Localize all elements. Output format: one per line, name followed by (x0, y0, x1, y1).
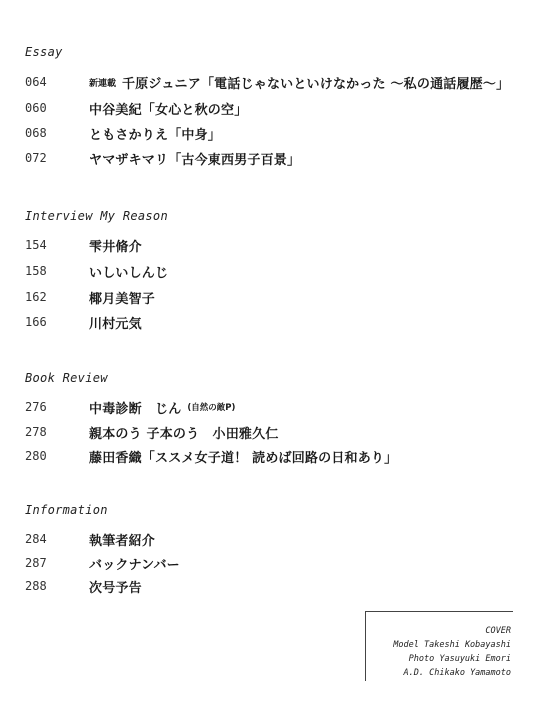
toc-entry[interactable] (25, 398, 235, 416)
credits-model: Model Takeshi Kobayashi (393, 640, 511, 650)
section-title-interview: Interview My Reason (25, 209, 168, 223)
page-number: 162 (25, 290, 47, 304)
entry-title: ヤマザキマリ「古今東西男子百景」 (89, 152, 301, 168)
toc-entry[interactable] (25, 447, 397, 465)
page-number: 276 (25, 400, 47, 414)
entry-title: 中毒診断 じん (89, 401, 182, 417)
entry-title: 川村元気 (89, 316, 142, 332)
page-number: 158 (25, 264, 47, 278)
page-number: 166 (25, 315, 47, 329)
entry-title: 藤田香織「ススメ女子道！ 読めば回路の日和あり」 (89, 450, 398, 466)
section-title-information: Information (25, 503, 108, 517)
page-number: 068 (25, 126, 47, 140)
entry-title: ともさかりえ「中身」 (89, 127, 222, 143)
entry-title: 千原ジュニア「電話じゃないといけなかった 〜私の通話履歴〜」 (122, 76, 510, 92)
toc-entry[interactable] (25, 288, 155, 306)
toc-entry[interactable] (25, 530, 155, 548)
toc-entry[interactable] (25, 149, 300, 167)
entry-title: 中谷美紀「女心と秋の空」 (89, 102, 248, 118)
toc-entry[interactable] (25, 313, 142, 331)
entry-note: (自然の敵P) (187, 403, 236, 413)
cover-credits (365, 611, 513, 681)
section-title-essay: Essay (25, 45, 63, 59)
new-series-tag: 新連載 (89, 78, 117, 89)
page-number: 288 (25, 579, 47, 593)
toc-entry[interactable] (25, 262, 168, 280)
credits-art-director: A.D. Chikako Yamamoto (403, 668, 511, 678)
page-number: 280 (25, 449, 47, 463)
credits-photo: Photo Yasuyuki Emori (408, 654, 511, 664)
page-number: 287 (25, 556, 47, 570)
entry-title: いしいしんじ (89, 265, 169, 281)
entry-title: 執筆者紹介 (89, 533, 156, 549)
entry-title: 親本のう 子本のう 小田雅久仁 (89, 426, 279, 442)
page-number: 064 (25, 75, 47, 89)
entry-title: 雫井脩介 (89, 239, 142, 255)
toc-entry[interactable] (25, 99, 247, 117)
toc-entry[interactable] (25, 236, 142, 254)
page-number: 154 (25, 238, 47, 252)
entry-title: 椰月美智子 (89, 291, 156, 307)
toc-entry[interactable] (25, 554, 180, 572)
page-number: 284 (25, 532, 47, 546)
toc-entry[interactable] (25, 124, 221, 142)
entry-title: 次号予告 (89, 580, 142, 596)
toc-entry[interactable] (25, 423, 279, 441)
toc-entry[interactable] (25, 577, 142, 595)
entry-title: バックナンバー (89, 557, 180, 573)
section-title-book-review: Book Review (25, 371, 108, 385)
toc-entry[interactable] (25, 73, 509, 91)
page-number: 072 (25, 151, 47, 165)
page-number: 278 (25, 425, 47, 439)
page-number: 060 (25, 101, 47, 115)
credits-heading: COVER (485, 626, 511, 636)
